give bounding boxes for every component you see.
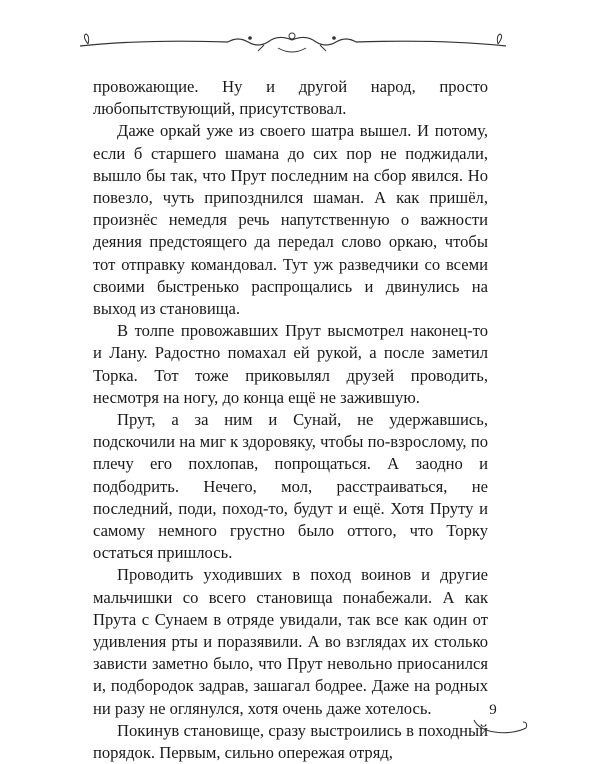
paragraph: Проводить уходивших в поход воинов и другие мальчишки со всего становища понабежали. А как Прута с Сунаем в отряде увидали, так все как один от удивления рты и поразявили. А во взглядах их столько зависти заметно было, что Прут невольно приосанился и, подбородок задрав, зашагал бодрее. Даже на родных ни разу не оглянулся, хотя очень даже хотелось. [93, 565, 488, 718]
paragraph: Даже оркай уже из своего шатра вышел. И потому, если б старшего шамана до сих пор не поджидали, вышло бы так, что Прут последним на сбор явился. Но повезло, чуть припозднился шаман. А как пришёл, произнёс немедля речь напутственную о важности деяния предстоящего да передал слово оркаю, чтобы тот отправку командовал. Тут уж разведчики со всеми своими быстренько распрощались и двинулись на выход из становища. [93, 121, 488, 319]
page-number: 9 [489, 702, 497, 718]
body-text [93, 76, 488, 764]
header-ornament-icon [78, 28, 508, 58]
paragraph: В толпе провожавших Прут высмотрел наконец-то и Лану. Радостно помахал ей рукой, а после заметил Торка. Тот тоже приковылял друзей проводить, несмотря на ногу, до конца ещё не зажившую. [93, 321, 488, 407]
paragraph: Прут, а за ним и Сунай, не удержавшись, подскочили на миг к здоровяку, чтобы по-взрослому, по плечу его похлопав, попрощаться. А заодно и подбодрить. Нечего, мол, расстраиваться, не последний, поди, поход-то, будут и ещё. Хотя Пруту и самому немного грустно было оттого, что Торку остаться пришлось. [93, 410, 488, 563]
paragraph: провожающие. Ну и другой народ, просто любопытствующий, присутствовал. [93, 77, 488, 119]
paragraph: Покинув становище, сразу выстроились в походный порядок. Первым, сильно опережая отряд, [93, 720, 488, 763]
